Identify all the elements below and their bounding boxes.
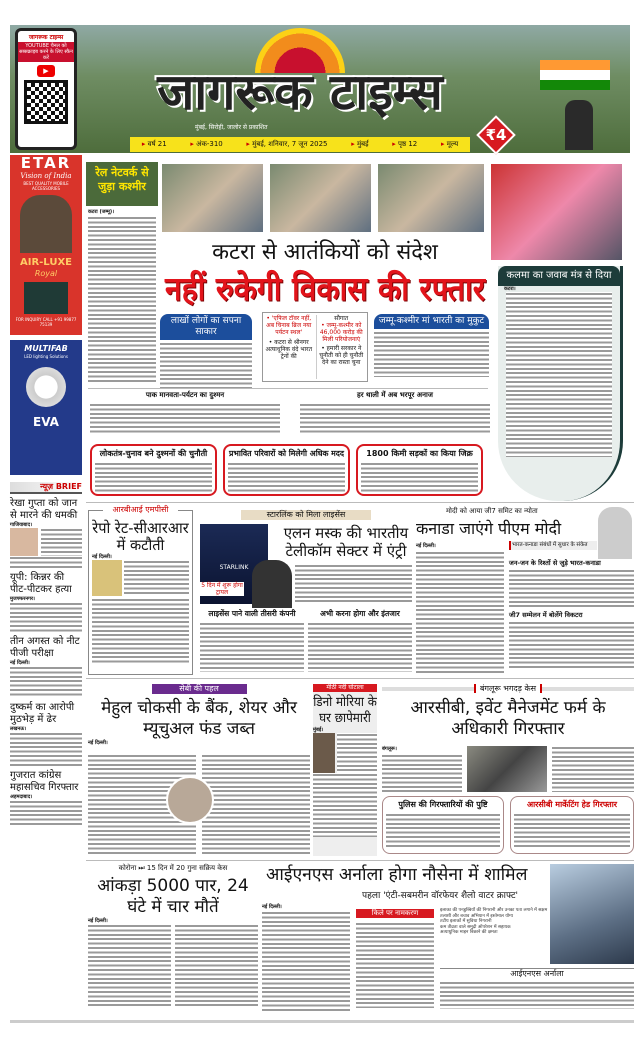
price-value: ₹4 [485,126,507,144]
quote: • 'एफिल टॉवर नहीं, अब चिनाब ब्रिज नया पर्यटन स्थल' [266,315,312,336]
choksi-photo [166,776,214,824]
subhead: जन-जन के रिश्तों से जुड़े भारत-कनाडा [509,559,601,567]
lead-photo-train [489,162,624,262]
qr-code [24,80,68,124]
quote: • कटरा से श्रीनगर अत्याधुनिक वंदे भारत ट्रेनों की [265,339,313,360]
body-text [262,911,350,1011]
quote: • जम्मू-कश्मीर को 46,000 करोड़ की मिली परियोजनाएं [319,322,363,343]
body-text [509,569,634,607]
kicker: बंगलूरू भगदड़ केस [474,684,542,693]
side-title: कलमा का जवाब मंत्र से दिया [498,266,620,286]
body-text [200,622,304,672]
modi-photo [598,507,632,559]
dateline: नई दिल्ली। [262,904,282,910]
red-box-1 [90,444,217,496]
dateline: नई दिल्ली। [88,918,108,924]
starlink-logo-text: STARLINK [219,564,249,571]
multifab-ad[interactable] [10,340,82,475]
kicker: सेबी की पहल [152,684,247,694]
brief-title: दुष्कर्म का आरोपी मुठभेड़ में ढेर [10,702,75,725]
body-text [10,556,82,568]
subhead: जी7 सम्मेलन में बोलेंगे विकटरा [509,611,583,619]
bullet: इलाका की पनडुब्बियों की निगरानी और उनका पता लगाने में सक्षम [440,908,548,913]
body-text [175,924,258,1006]
body-text [41,528,82,556]
price-label: ▸ मूल्य [441,140,458,149]
subhead: अभी करना होगा और इंतजार [320,609,400,618]
body-text [10,666,82,698]
dateline: गाजियाबाद। [10,522,33,528]
bullet: अत्याधुनिक माइन बिछाने की क्षमता [440,930,498,935]
box-title: लोकतंत्र-चुनाव बने दुश्मनों की चुनौती [99,449,208,458]
ins-story [262,864,634,1014]
body-text [552,746,634,792]
dateline: नई दिल्ली। [88,740,108,746]
dateline: नई दिल्ली। [10,660,30,666]
box-title: पुलिस की गिरफ्तारियों की पुष्टि [398,800,488,809]
dateline: नई दिल्ली। [416,543,436,549]
dateline: अहमदाबाद। [10,794,33,800]
brief-item [10,770,82,826]
page-border [10,1020,634,1023]
subheadline: पहला 'एंटी-सबमरीन वॉरफेयर शैलो वाटर क्राफ्ट' [362,891,518,901]
corona-story [88,864,258,1014]
dateline: नई दिल्ली। [92,554,112,560]
date: ▸ मुंबई, शनिवार, 7 जून 2025 [246,140,327,149]
box-title: आरसीबी मार्केटिंग हेड गिरफ्तार [526,800,618,809]
brief-title: यूपी: किन्नर की पीट-पीटकर हत्या [10,572,72,595]
body-text [92,598,189,664]
masthead-tagline: मुंबई, सिरोही, जालोर से प्रकाशित [195,124,268,131]
ad-sub: LED lighting Solutions [24,354,68,359]
brief-item [10,572,82,632]
body-text [10,732,82,766]
bullet: कम तीव्रता वाले समुद्री ऑपरेशन में सहायक [440,924,511,930]
musk-photo [252,560,292,608]
dateline: कटरा (जम्मू)। [88,209,115,215]
lead-kicker-box [86,162,158,206]
body-text [514,813,630,849]
body-text [509,621,634,669]
ad-model-photo [20,195,72,253]
body-text [506,292,612,457]
pages: ▸ पृष्ठ 12 [392,140,417,149]
body-text [313,773,377,837]
brief-item [10,702,82,766]
city: ▸ मुंबई [351,140,368,149]
kicker: स्टारलिंक को मिला लाइसेंस [241,510,371,520]
box-title: 1800 किमी सड़कों का किया जिक्र [366,449,473,458]
red-box-3 [356,444,483,496]
body-text [90,403,280,433]
body-text [124,560,189,596]
ad-product-box [24,282,68,314]
body-text [356,922,434,1008]
youtube-qr-ad[interactable] [15,28,77,150]
edition-info-bar [130,137,470,152]
dateline: बंगलूरू। [382,746,397,752]
rbi-story [88,505,193,675]
masthead-title: जागरूक टाइम्स [157,63,443,121]
headline: डिनो मोरिया के घर छापेमारी [313,695,377,726]
dateline: मुंबई। [313,727,324,733]
dateline: मुजफ्फरनगर। [10,596,35,602]
tag: भारत-कनाडा संबंधों में सुधार के संकेत [509,541,597,550]
starlink-story [200,510,412,675]
pm-photo [565,100,593,150]
ad-sub: BEST QUALITY MOBILE ACCESSORIES [23,181,69,191]
kicker: मीठी नदी घोटाला [313,684,377,692]
body-text [10,800,82,826]
body-text [295,564,412,604]
stampede-photo [467,746,547,792]
body-text [337,733,377,773]
headline: रेपो रेट-सीआरआर में कटौती [92,519,189,554]
ad-contact: FOR INQUIRY CALL +91 99877 75139 [15,317,77,327]
side-story [498,266,623,501]
headline: कनाडा जाएंगे पीएम मोदी [416,519,562,538]
dateline: कटरा। [504,286,516,292]
brief-label: न्यूज़ BRIEF [10,482,82,494]
news-brief [10,482,82,826]
body-text [382,754,462,792]
headline: आंकड़ा 5000 पार, 24 घंटे में चार मौतें [97,876,249,917]
brief-item [10,636,82,698]
brief-item [10,498,82,568]
logo-mini: जागरूक टाइम्स [28,34,64,41]
dino-story [313,684,377,856]
box-title: लाखों लोगों का सपना साकार [160,314,252,340]
rcb-box-2 [510,796,634,854]
lead-box-2 [374,314,489,377]
brief-photo [10,528,38,556]
rbi-photo [92,560,122,596]
dino-photo [313,733,335,773]
body-text [416,551,504,673]
ad-brand: ETAR [20,155,72,172]
brief-title: गुजरात कांग्रेस महासचिव गिरफ्तार [10,770,79,793]
body-text [361,462,478,492]
box-title: किले पर नामकरण [356,909,434,918]
lead-body [88,216,156,384]
body-text [228,462,345,492]
rcb-story [382,684,634,856]
lead-photo [376,162,486,234]
red-box-2 [223,444,350,496]
dateline: लखनऊ। [10,726,27,732]
headline: एलन मस्क की भारतीय टेलीकॉम सेक्टर में एंट्री [283,524,409,560]
body-text [386,813,500,849]
ad-brand: MULTIFAB [24,344,68,353]
lead-box-1 [160,314,252,388]
kicker: मोदी को आया जी7 समिट का न्योता [446,507,538,515]
lead-photo [160,162,265,234]
youtube-icon: ▶ [37,65,55,77]
box-title: प्रभावित परिवारों को मिलेगी अधिक मदद [228,449,345,458]
body-text [374,331,489,377]
body-text [308,622,412,672]
year: ▸ वर्ष 21 [142,140,167,149]
body-text [10,602,82,632]
ad-logo: EVA [33,415,59,429]
canada-story [416,507,634,675]
caption-title: आईएनएस अर्नाला [440,968,634,979]
lead-quotes-box [262,312,368,382]
brief-title: रेखा गुप्ता को जान से मारने की धमकी [10,498,78,521]
quote-head: सौगात [334,315,349,322]
lead-subhead-1: पाक मानवता-पर्यटन का दुश्मन [145,391,225,399]
lead-photo [268,162,373,234]
body-text [440,981,634,1009]
headline: मेहुल चोकसी के बैंक, शेयर और म्यूचुअल फंड जब्त [101,698,297,739]
issue: ▸ अंक-310 [190,140,222,149]
flag-image [540,60,610,90]
ins-bullets [440,908,548,936]
quote: • हमारी सरकार ने चुनौती को ही चुनौती देने का रास्ता चुना [319,345,364,366]
body-text [88,924,171,1006]
led-light-image [26,367,66,407]
lead-headline: नहीं रुकेगी विकास की रफ्तार [164,269,485,308]
rcb-box-1 [382,796,504,854]
lead-subhead-2: हर थाली में अब भरपूर अनाज [356,391,433,399]
subhead: लाइसेंस पाने वाली तीसरी कंपनी [208,609,296,618]
headline: आईएनएस अर्नाला होगा नौसेना में शामिल [266,865,528,885]
ship-photo [550,864,634,964]
ad-slogan: Vision of India [20,172,72,180]
bullet: तटीय इलाकों में सुविधा निगरानी [440,919,492,924]
kicker: आरबीआई एमपीसी [103,505,178,515]
brief-title: तीन अगस्त को नीट पीजी परीक्षा [10,636,80,659]
box-title: जम्मू-कश्मीर मां भारती का मुकुट [374,314,489,329]
lead-subheadline: कटरा से आतंकियों को संदेश [212,240,438,265]
bullet: तलाशी और बचाव अभियान में इस्तेमाल योग्य [440,913,513,919]
ad-product: AIR-LUXE [20,257,72,268]
body-text [160,342,252,388]
ad-variant: Royal [34,269,58,278]
lead-kicker: रेल नेटवर्क से जुड़ा कश्मीर [95,166,149,193]
body-text [95,462,212,492]
kicker: कोरोना ⏭ 15 दिन में 20 गुना सक्रिय केस [118,864,228,872]
body-text [300,403,490,433]
headline: आरसीबी, इवेंट मैनेजमेंट फर्म के अधिकारी गिरफ्तार [410,698,606,739]
trial-badge: 5 दिन में शुरू होगा ट्रायल [201,582,243,596]
etar-ad[interactable] [10,155,82,335]
sebi-story [88,684,310,856]
youtube-cta: YOUTUBE चैनल को सब्सक्राइब करने के लिए स्कैन करें [19,43,73,61]
body-text [202,754,310,854]
